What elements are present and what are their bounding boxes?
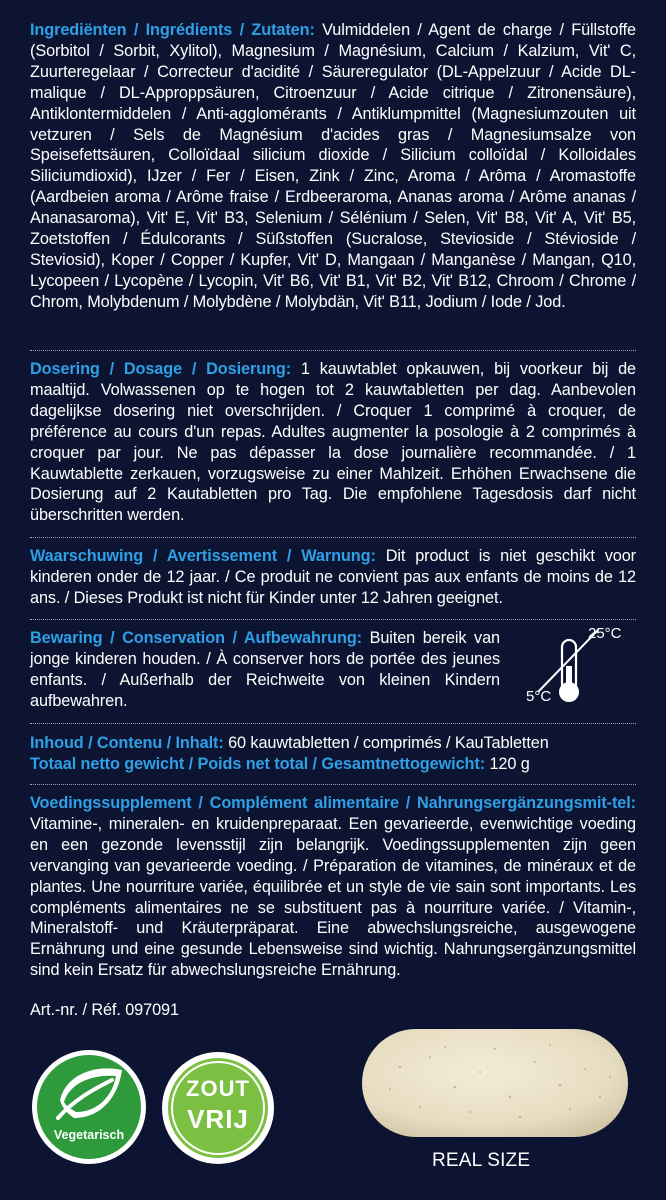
salt-free-label-line2: VRIJ [187,1104,249,1134]
storage-heading: Bewaring / Conservation / Aufbewahrung: [30,629,362,647]
vegetarian-label: Vegetarisch [53,1128,125,1142]
supplement-section [30,793,636,981]
supplement-text: Vitamine-, mineralen- en kruidenpreparaat. Een gevarieerde, evenwichtige voeding en een gezonde levensstijl zijn belangrijk. Voedingssupplementen zijn geen vervanging van gevarieerde voeding. / Préparation de vitamines, de minéraux et de plantes. Une nourriture variée, équilibrée et un style de vie sain sont importants. Les compléments alimentaires ne se substituent pas à nourriture variée. / Vitamin-, Mineralstoff- und Kräuterpräparat. Eine abwechslungsreiche, ausgewogene Ernährung und eine gesunde Lebensweise sind wichtig. Nahrungsergänzungsmittel sind kein Ersatz für abwechslungsreiche Ernährung. [30,814,636,980]
article-number-text: Art.-nr. / Réf. 097091 [30,1001,179,1019]
vegetarian-badge [30,1048,148,1166]
divider [30,350,636,351]
warning-heading: Waarschuwing / Avertissement / Warnung: [30,547,376,565]
dosage-heading: Dosering / Dosage / Dosierung: [30,360,292,378]
salt-free-badge [160,1050,276,1166]
warning-text: Dit product is niet geschikt voor kinderen onder de 12 jaar. / Ce produit ne convient pas aux enfants de moins de 12 ans. / Dieses Produkt ist nicht für Kinder unter 12 Jahren geeignet. [30,547,636,607]
supplement-heading: Voedingssupplement / Complément alimentaire / Nahrungsergänzungsmit-tel: [30,794,636,812]
divider [30,723,636,724]
net-weight-text: 120 g [485,754,530,773]
ingredients-text: Vulmiddelen / Agent de charge / Füllstoffe (Sorbitol / Sorbit, Xylitol), Magnesium / Magnésium, Calcium / Kalzium, Vit' C, Zuurteregelaar / Correcteur d'acidité / Säureregulator (DL-Appelzuur / Acide DL-malique / DL-Approppsäuren, Citroenzuur / Acide citrique / Zitronensäure), Antiklontermiddelen / Anti-agglomérants / Antiklumpmittel (Magnesiumzouten uit vetzuren / Sels de Magnésium d'acides gras / Magnesiumsalze von Speisefettsäuren, Colloïdaal silicium dioxide / Silicium colloïdal / Kolloidales Siliciumdioxid), IJzer / Fer / Eisen, Zink / Zinc, Aroma / Arôma / Aromastoffe (Aardbeien aroma / Arôme fraise / Erdbeeraroma, Ananas aroma / Arôme ananas / Ananasaroma), Vit' E, Vit' B3, Selenium / Sélénium / Selen, Vit' B8, Vit' A, Vit' B5, Zoetstoffen / Édulcorants / Süßstoffen (Sucralose, Stevioside / Stévioside / Steviosid), Koper / Copper / Kupfer, Vit' D, Mangaan / Manganèse / Mangan, Q10, Lycopeen / Lycopène / Lycopin, Vit' B6, Vit' B1, Vit' B2, Vit' B12, Chroom / Chrome / Chrom, Molybdenum / Molybdène / Molybdän, Vit' B11, Jodium / Iode / Jod. [30,21,636,311]
temp-min-label: 5°C [526,688,552,705]
vegetarian-leaf-icon [30,1048,148,1166]
storage-section [30,628,500,712]
tablet-image [360,1027,630,1139]
divider [30,784,636,785]
net-weight-heading: Totaal netto gewicht / Poids net total / Gesamtnettogewicht: [30,754,486,773]
content-section [30,733,636,775]
ingredients-section [30,20,636,313]
storage-text: Buiten bereik van jonge kinderen houden. / À conserver hors de portée des jeunes enfants. / Außerhalb der Reichweite von kleinen Kindern aufbewahren. [30,629,500,710]
dosage-section [30,359,636,526]
thermometer-icon [520,622,640,712]
article-number [30,1000,636,1021]
content-heading: Inhoud / Contenu / Inhalt: [30,734,224,752]
divider [30,537,636,538]
salt-free-label-line1: ZOUT [186,1076,250,1101]
warning-section [30,546,636,609]
divider [30,619,636,620]
real-size-label: REAL SIZE [432,1150,531,1171]
content-text: 60 kauwtabletten / comprimés / KauTabletten [223,734,549,752]
temp-max-label: 25°C [588,625,622,642]
ingredients-heading: Ingrediënten / Ingrédients / Zutaten: [30,21,315,39]
dosage-text: 1 kauwtablet opkauwen, bij voorkeur bij de maaltijd. Volwassenen op te hogen tot 2 kauwtabletten per dag. Aanbevolen dagelijkse dosering niet overschrijden. / Croquer 1 comprimé à croquer, de préférence au cours d'un repas. Adultes augmenter la posologie à 2 comprimés à croquer par jour. Ne pas dépasser la dose journalière recommandée. / 1 Kauwtablette zerkauen, vorzugsweise zu einer Mahlzeit. Erhöhen Erwachsene die Dosierung auf 2 Kautabletten pro Tag. Die empfohlene Tagesdosis darf nicht überschritten werden. [30,360,636,525]
